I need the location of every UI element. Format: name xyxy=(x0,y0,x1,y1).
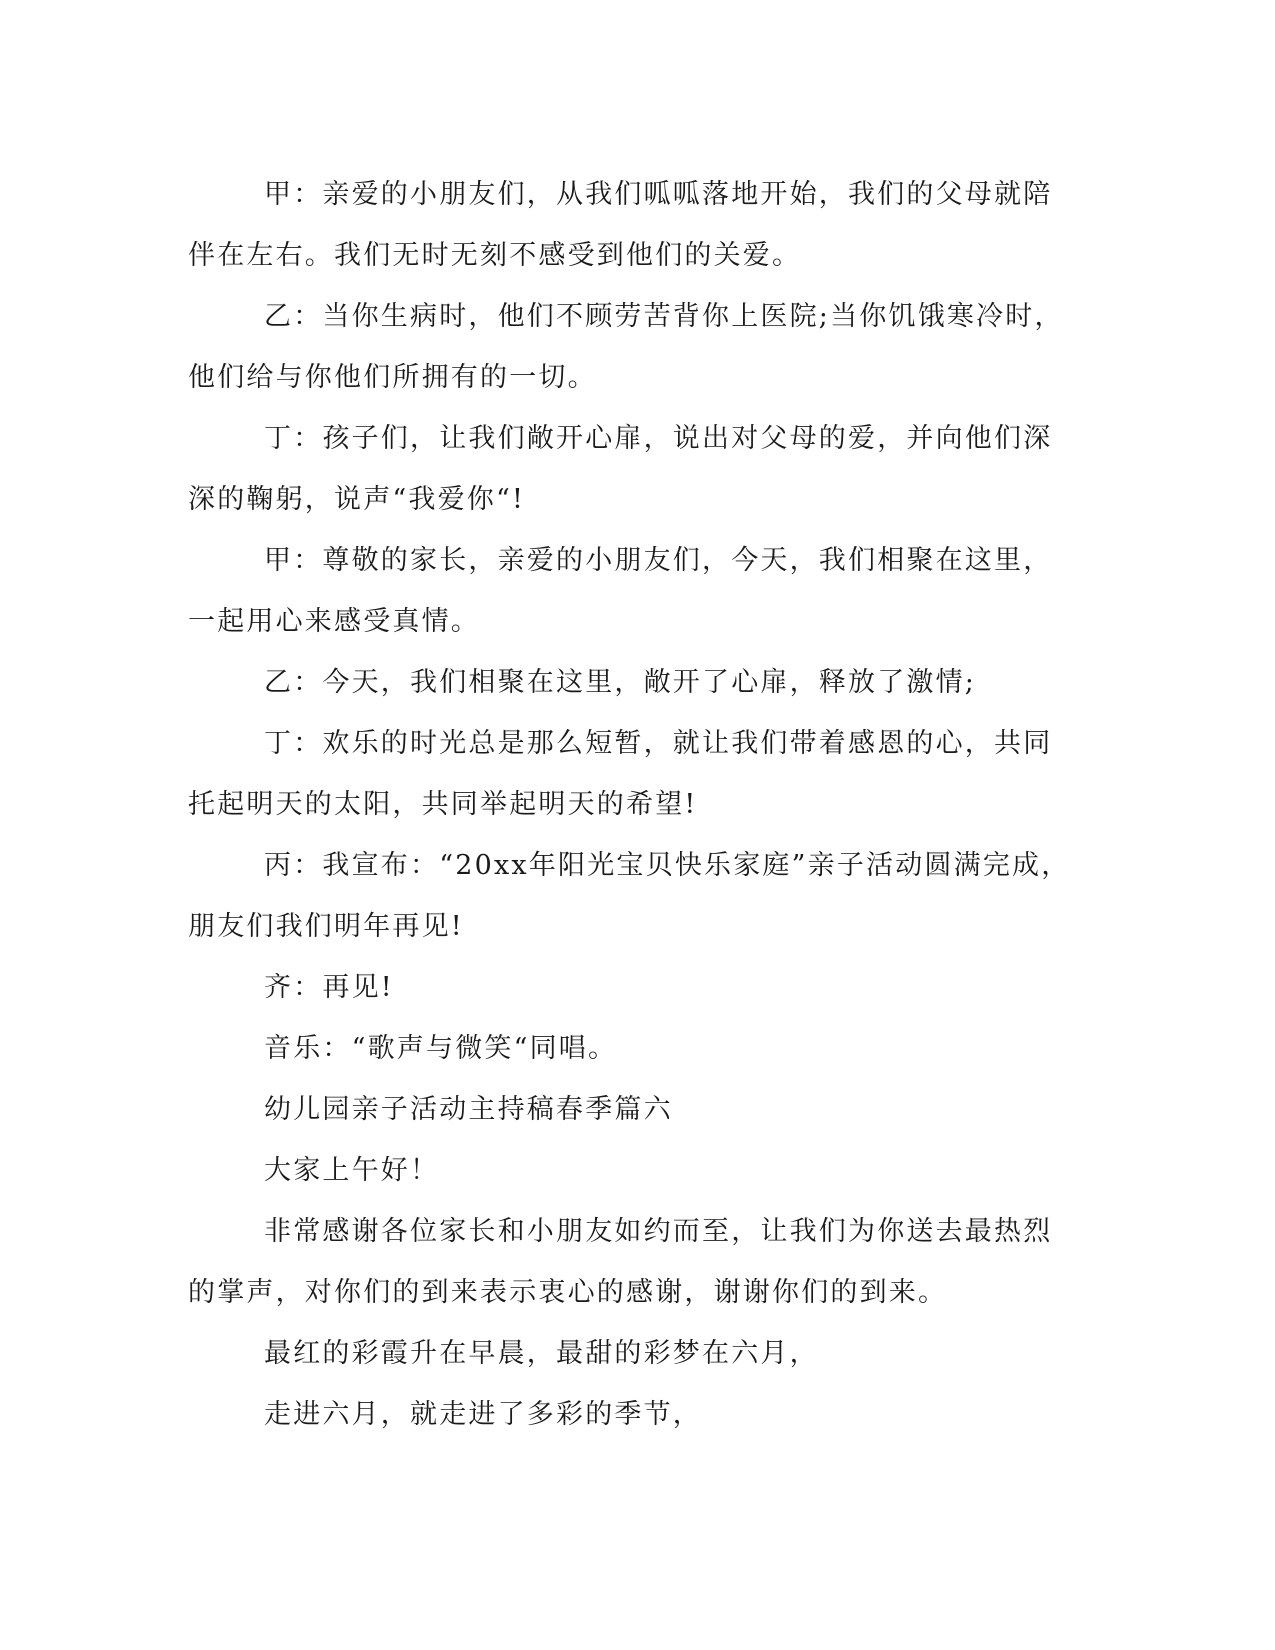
paragraph: 走进六月，就走进了多彩的季节， xyxy=(264,1399,702,1430)
paragraph: 乙：当你生病时，他们不顾劳苦背你上医院;当你饥饿寒冷时，他们给与你他们所拥有的一切。 xyxy=(188,301,1064,393)
paragraph: 大家上午好！ xyxy=(264,1155,440,1186)
paragraph: 乙：今天，我们相聚在这里，敞开了心扉，释放了激情; xyxy=(264,667,977,698)
paragraph: 甲：亲爱的小朋友们，从我们呱呱落地开始，我们的父母就陪伴在左右。我们无时无刻不感受到他们的关爱。 xyxy=(188,179,1053,271)
paragraph: 丁：孩子们，让我们敞开心扉，说出对父母的爱，并向他们深深的鞠躬，说声“我爱你“! xyxy=(188,423,1053,515)
paragraph: 丁：欢乐的时光总是那么短暂，就让我们带着感恩的心，共同托起明天的太阳，共同举起明天的希望! xyxy=(188,728,1053,820)
paragraph: 甲：尊敬的家长，亲爱的小朋友们，今天，我们相聚在这里，一起用心来感受真情。 xyxy=(188,545,1053,637)
document-body xyxy=(188,164,1078,1445)
paragraph: 丙：我宣布：“20xx年阳光宝贝快乐家庭”亲子活动圆满完成，朋友们我们明年再见! xyxy=(188,850,1071,942)
paragraph: 最红的彩霞升在早晨，最甜的彩梦在六月， xyxy=(264,1338,819,1369)
section-heading: 幼儿园亲子活动主持稿春季篇六 xyxy=(264,1094,673,1125)
paragraph: 音乐：“歌声与微笑“同唱。 xyxy=(264,1033,618,1064)
paragraph: 非常感谢各位家长和小朋友如约而至，让我们为你送去最热烈的掌声，对你们的到来表示衷心的感谢，谢谢你们的到来。 xyxy=(188,1216,1053,1308)
paragraph: 齐：再见! xyxy=(264,972,394,1003)
